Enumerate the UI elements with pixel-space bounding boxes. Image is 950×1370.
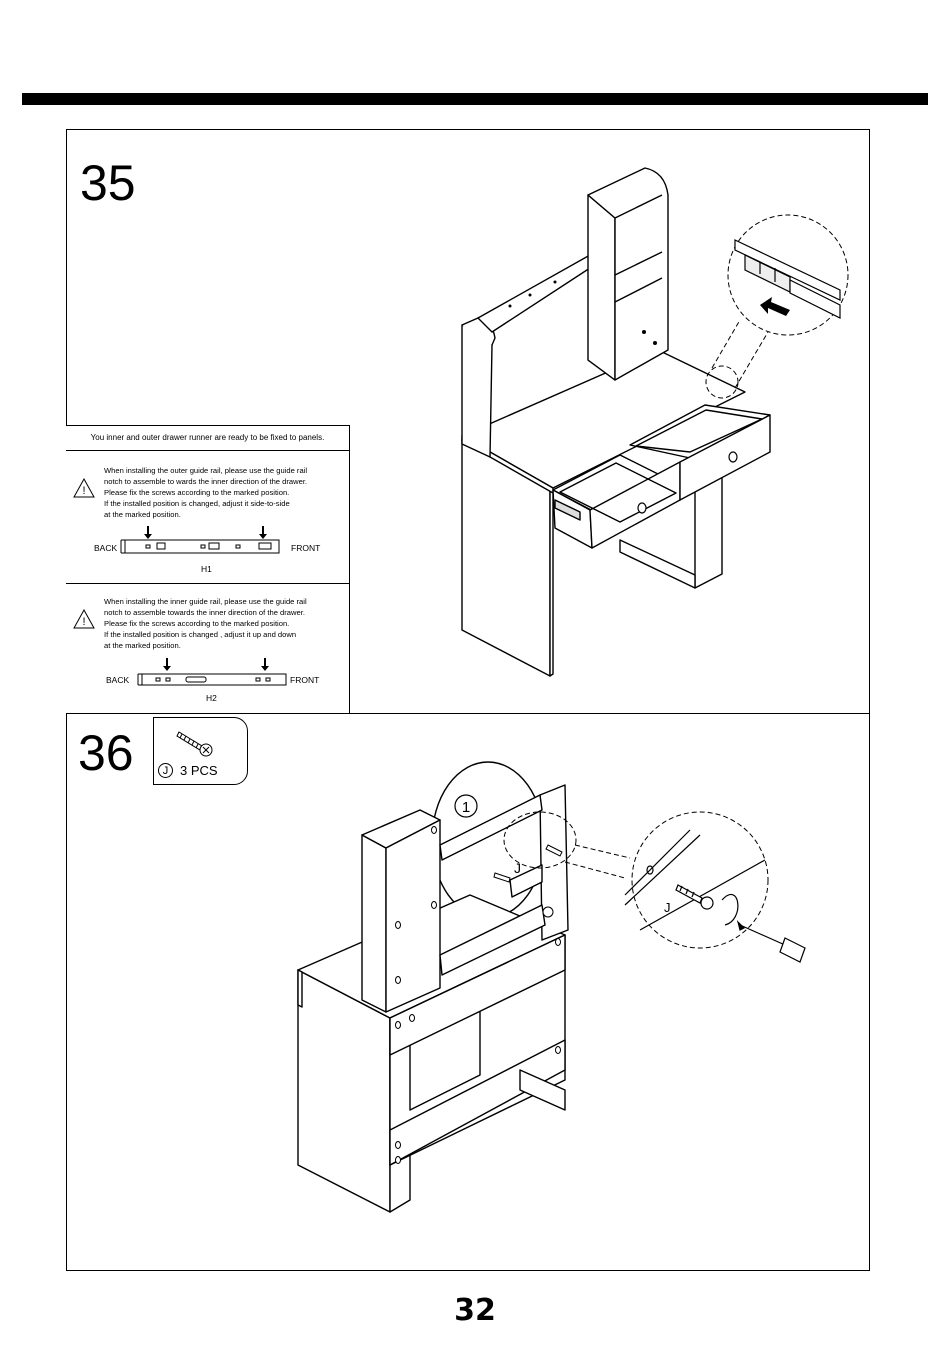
warning-triangle-icon <box>73 478 95 498</box>
outer-rail-front-label: FRONT <box>291 543 321 553</box>
outer-rail-part-label: H1 <box>201 564 212 574</box>
inner-rail-line: notch to assemble towards the inner direction of the drawer. <box>104 608 305 617</box>
inner-rail-line: at the marked position. <box>104 641 181 650</box>
warning-triangle-icon <box>73 609 95 629</box>
vanity-drawers-illustration <box>455 160 855 680</box>
inner-rail-front-label: FRONT <box>290 675 320 685</box>
inner-rail-instructions <box>104 596 350 651</box>
screwdriver-icon <box>738 922 805 962</box>
outer-rail-line: notch to assemble to wards the inner direction of the drawer. <box>104 477 308 486</box>
svg-text:!: ! <box>82 616 86 628</box>
outer-rail-h1-diagram <box>121 524 291 560</box>
svg-text:!: ! <box>82 485 86 497</box>
page-number: 32 <box>454 1293 496 1328</box>
inner-rail-line: If the installed position is changed , adjust it up and down <box>104 630 297 639</box>
screw-icon <box>176 726 218 758</box>
outer-rail-line: Please fix the screws according to the marked position. <box>104 488 290 497</box>
panel-number-callout: 1 <box>461 799 471 816</box>
outer-rail-line: If the installed position is changed, adjust it side-to-side <box>104 499 290 508</box>
outer-rail-back-label: BACK <box>94 543 118 553</box>
vanity-mirror-illustration <box>290 750 810 1220</box>
step-number-35: 35 <box>80 155 136 211</box>
inner-rail-part-label: H2 <box>206 693 217 703</box>
outer-rail-line: at the marked position. <box>104 510 181 519</box>
step-number-36: 36 <box>78 725 134 781</box>
inner-rail-h2-diagram <box>138 656 290 692</box>
outer-rail-instructions <box>104 465 350 520</box>
notes-header: You inner and outer drawer runner are ready to be fixed to panels. <box>66 426 349 451</box>
drawer-runner-notes <box>66 425 350 714</box>
inner-rail-back-label: BACK <box>106 675 130 685</box>
inner-rail-line: Please fix the screws according to the marked position. <box>104 619 290 628</box>
screw-callout-label: J <box>514 860 521 876</box>
inner-rail-line: When installing the inner guide rail, please use the guide rail <box>104 597 307 606</box>
part-quantity: 3 PCS <box>180 763 218 778</box>
outer-rail-line: When installing the outer guide rail, please use the guide rail <box>104 466 308 475</box>
detail-screw-label: J <box>664 900 671 915</box>
part-letter-badge: J <box>158 763 173 778</box>
parts-required-box <box>153 717 248 785</box>
header-rule <box>22 93 928 105</box>
notes-separator <box>66 583 349 584</box>
